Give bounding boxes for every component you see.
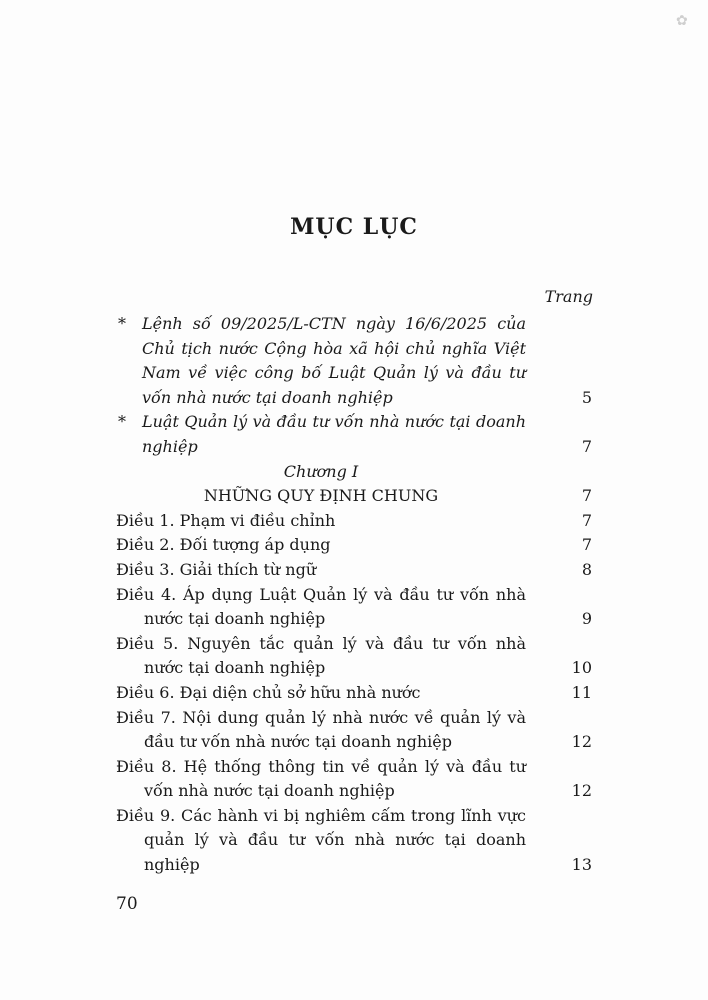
toc-entry-text: Điều 3. Giải thích từ ngữ [116,559,317,579]
toc-entry-article[interactable] [116,804,594,878]
toc-entry-text: Điều 4. Áp dụng Luật Quản lý và đầu tư vốn nhà nước tại doanh nghiệp [116,584,526,629]
toc-entry-page: 8 [581,559,592,579]
bullet-star: * [118,314,126,333]
toc-entry-page: 7 [581,436,592,456]
flower-icon: ✿ [676,13,688,29]
toc-entry-text: Lệnh số 09/2025/L-CTN ngày 16/6/2025 của Chủ tịch nước Cộng hòa xã hội chủ nghĩa Việt Nam về việc công bố Luật Quản lý và đầu tư vốn nhà nước tại doanh nghiệp [142,314,526,407]
toc-entry-article[interactable] [116,755,594,804]
toc-entry-order[interactable] [116,312,594,410]
toc-entry-text: Điều 2. Đối tượng áp dụng [116,535,331,555]
toc-entry-chapter[interactable] [116,484,594,509]
toc-entry-page: 7 [581,535,592,555]
toc-entry-text: Điều 6. Đại diện chủ sở hữu nhà nước [116,682,421,702]
toc-entry-article[interactable] [116,558,594,583]
toc-entry-text: Điều 5. Nguyên tắc quản lý và đầu tư vốn nhà nước tại doanh nghiệp [116,633,526,678]
toc-entry-text: Điều 7. Nội dung quản lý nhà nước về quản lý và đầu tư vốn nhà nước tại doanh nghiệp [116,707,526,752]
toc-entry-article[interactable] [116,706,594,755]
toc-entry-article[interactable] [116,681,594,706]
toc-entry-page: 10 [571,658,592,678]
chapter-label: Chương I [283,461,359,481]
page-title: MỤC LỤC [290,214,418,240]
bullet-star: * [118,412,126,432]
toc-entry-page: 12 [571,732,592,752]
toc-entry-page: 11 [571,682,592,702]
page-number: 70 [116,894,138,914]
toc-entry-page: 12 [571,781,592,801]
toc-entry-article[interactable] [116,632,594,681]
toc-entry-article[interactable] [116,509,594,534]
toc-entry-law[interactable] [116,410,594,459]
chapter-heading [116,460,594,485]
toc-entry-text: Điều 9. Các hành vi bị nghiêm cấm trong lĩnh vực quản lý và đầu tư vốn nhà nước tại doanh nghiệp [116,805,526,875]
toc-entry-page: 7 [581,510,592,530]
toc-entry-page: 9 [581,609,592,629]
toc-entry-text: Luật Quản lý và đầu tư vốn nhà nước tại doanh nghiệp [142,412,526,456]
toc-entry-text: Điều 1. Phạm vi điều chỉnh [116,510,336,530]
chapter-title: NHỮNG QUY ĐỊNH CHUNG [203,486,439,506]
page-column-header: Trang [544,287,593,306]
table-of-contents [116,312,594,878]
toc-entry-page: 5 [581,387,592,407]
toc-entry-article[interactable] [116,533,594,558]
toc-entry-text: Điều 8. Hệ thống thông tin về quản lý và đầu tư vốn nhà nước tại doanh nghiệp [116,756,526,801]
toc-entry-page: 7 [581,486,592,506]
toc-entry-article[interactable] [116,583,594,632]
toc-entry-page: 13 [571,855,592,875]
